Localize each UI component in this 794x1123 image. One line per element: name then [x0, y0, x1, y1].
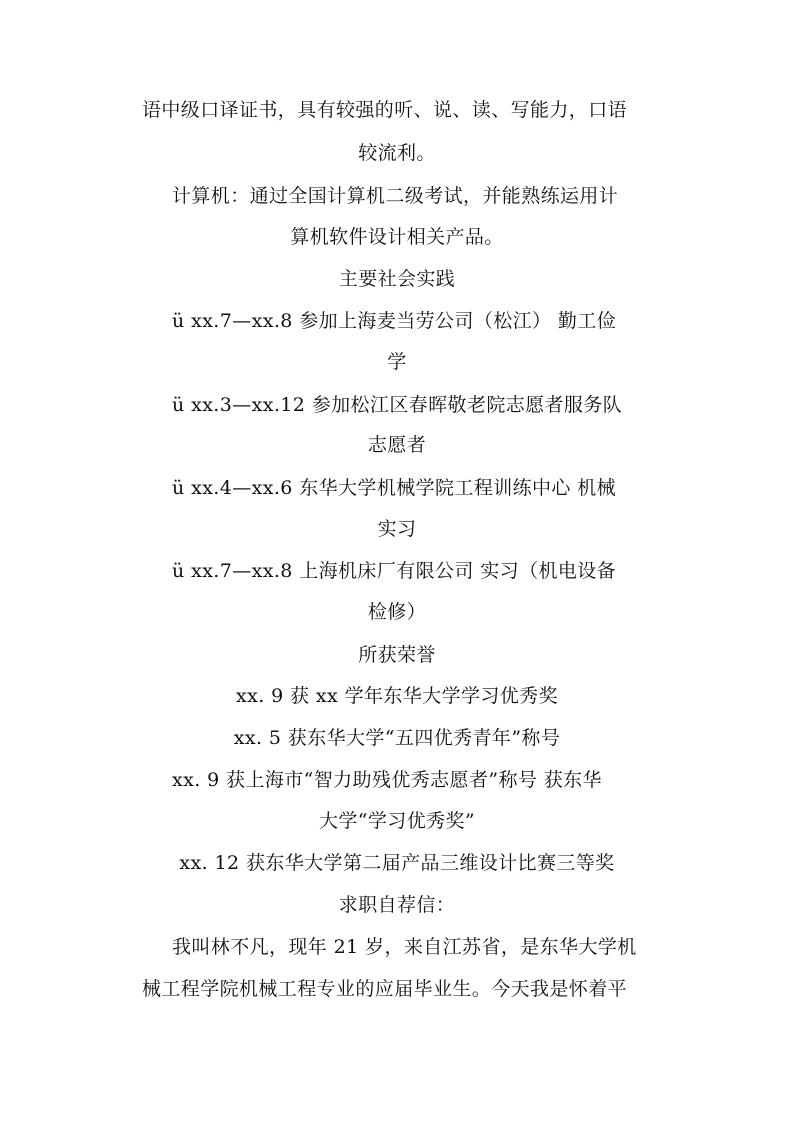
practice-item-line-1: ü xx.7—xx.8 上海机床厂有限公司 实习（机电设备: [172, 560, 617, 582]
practice-item-line-2: 志愿者: [367, 434, 427, 456]
practice-item-line-2: 学: [387, 351, 407, 373]
languages-line-2: 较流利。: [358, 142, 436, 164]
letter-heading: 求职自荐信：: [338, 894, 456, 916]
honor-item: xx. 5 获东华大学“五四优秀青年”称号: [233, 727, 561, 749]
languages-line-1: 语中级口译证书，具有较强的听、说、读、写能力，口语: [142, 99, 628, 121]
practice-heading: 主要社会实践: [338, 268, 456, 290]
practice-item-line-1: ü xx.3—xx.12 参加松江区春晖敬老院志愿者服务队: [172, 394, 623, 416]
letter-line-2: 械工程学院机械工程专业的应届毕业生。今天我是怀着平: [142, 978, 628, 1000]
honor-item: xx. 12 获东华大学第二届产品三维设计比赛三等奖: [179, 852, 615, 874]
honor-item: xx. 9 获上海市“智力助残优秀志愿者”称号 获东华: [172, 769, 602, 791]
honors-heading: 所获荣誉: [358, 644, 436, 666]
computer-line-2: 算机软件设计相关产品。: [290, 226, 504, 248]
practice-item-line-1: ü xx.4—xx.6 东华大学机械学院工程训练中心 机械: [172, 477, 617, 499]
computer-line-1: 计算机：通过全国计算机二级考试，并能熟练运用计: [172, 185, 619, 207]
letter-line-1: 我叫林不凡，现年 21 岁，来自江苏省，是东华大学机: [172, 936, 637, 958]
practice-item-line-1: ü xx.7—xx.8 参加上海麦当劳公司（松江） 勤工俭: [172, 310, 617, 332]
honor-item: xx. 9 获 xx 学年东华大学学习优秀奖: [236, 685, 558, 707]
practice-item-line-2: 检修）: [367, 601, 427, 623]
honor-item: 大学“学习优秀奖”: [318, 810, 476, 832]
practice-item-line-2: 实习: [377, 518, 417, 540]
